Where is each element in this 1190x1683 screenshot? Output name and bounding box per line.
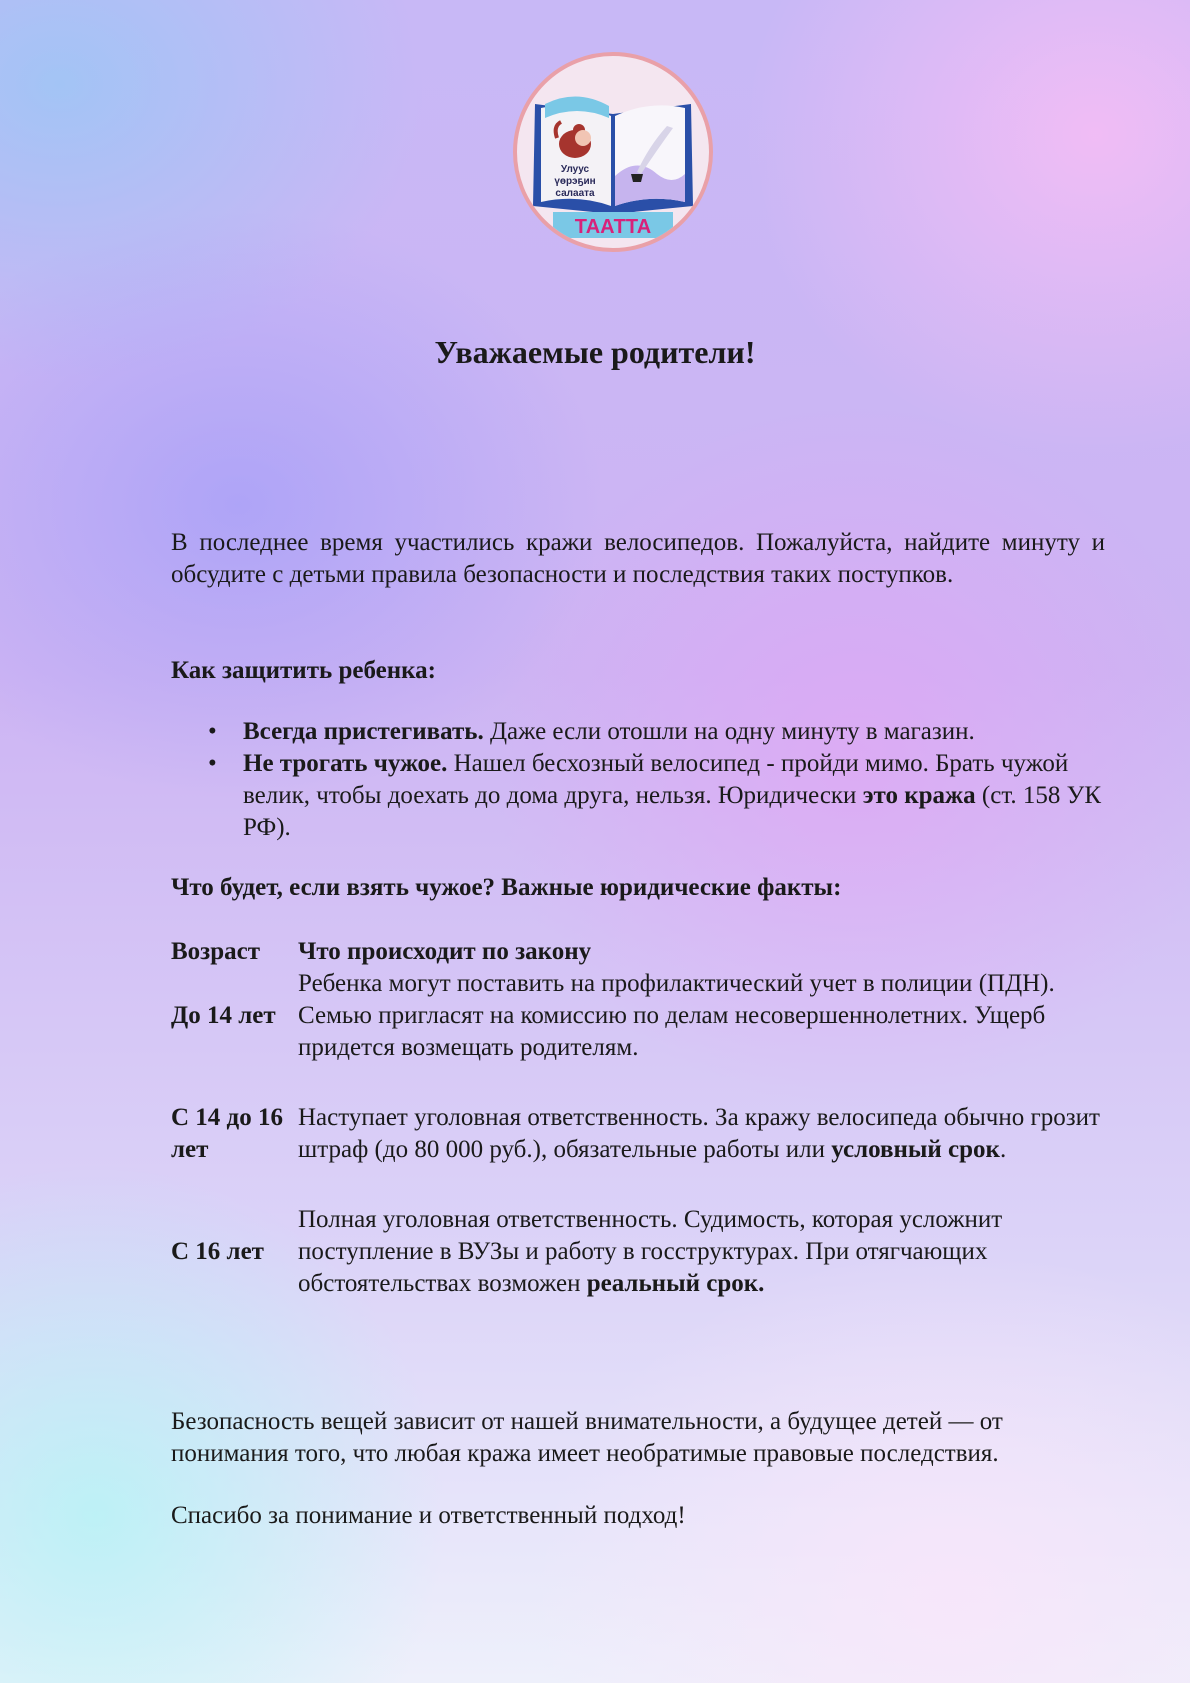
list-item (171, 748, 1105, 844)
row-age: С 16 лет (171, 1238, 264, 1265)
logo-text-line3: салаата (555, 188, 595, 199)
list-item (171, 716, 1105, 748)
legal-facts-table (171, 936, 1105, 1300)
header-law: Что происходит по закону (298, 938, 592, 965)
row-tail: . (999, 1136, 1007, 1163)
table-row (171, 1102, 1105, 1166)
row-text: Полная уголовная ответственность. Судимость, которая усложнит поступление в ВУЗы и работу в госструктурах. При отягчающих обстоятельствах возможен (298, 1206, 1003, 1297)
bullet-bold-inline: это кража (862, 782, 976, 809)
protect-list (171, 716, 1105, 844)
row-text: Ребенка могут поставить на профилактический учет в полиции (ПДН). Семью пригласят на комиссию по делам несовершеннолетних. Ущерб придется возмещать родителям. (298, 970, 1055, 1061)
protect-heading: Как защитить ребенка: (171, 657, 436, 684)
page-title: Уважаемые родители! (434, 334, 756, 370)
row-law (298, 1102, 1105, 1166)
logo-text-line1: Улуус (560, 164, 590, 175)
bullet-dot-icon: • (208, 718, 217, 745)
row-age: До 14 лет (171, 1002, 276, 1029)
row-bold: условный срок (831, 1136, 1000, 1163)
facts-heading: Что будет, если взять чужое? Важные юридические факты: (171, 874, 842, 901)
row-text: Наступает уголовная ответственность. За кражу велосипеда обычно грозит штраф (до 80 000 руб.), обязательные работы или (298, 1104, 1100, 1163)
table-row (171, 968, 1105, 1064)
bullet-text: Даже если отошли на одну минуту в магазин. (483, 718, 975, 745)
bullet-bold: Не трогать чужое. (243, 750, 448, 777)
table-row (171, 1204, 1105, 1300)
header-age: Возраст (171, 938, 261, 965)
row-law (298, 1204, 1105, 1300)
row-bold: реальный срок. (586, 1270, 765, 1297)
intro-text: В последнее время участились кражи велосипедов. Пожалуйста, найдите минуту и обсудите с детьми правила безопасности и последствия таких поступков. (171, 529, 1105, 588)
taatta-logo (513, 52, 713, 252)
closing-text: Безопасность вещей зависит от нашей внимательности, а будущее детей — от понимания того, что любая кража имеет необратимые правовые последствия. (171, 1408, 1003, 1467)
table-header (171, 936, 1105, 968)
bullet-dot-icon: • (208, 750, 217, 777)
logo-text-line2: үөрэҕин (554, 176, 596, 187)
logo-name: ТААТТА (574, 216, 652, 238)
intro-paragraph (171, 527, 1105, 591)
thanks-line: Спасибо за понимание и ответственный подход! (171, 1502, 686, 1529)
row-age: С 14 до 16 лет (171, 1104, 283, 1163)
row-law (298, 968, 1105, 1064)
closing-paragraph (171, 1406, 1105, 1470)
bullet-bold: Всегда пристегивать. (243, 718, 484, 745)
open-book-quill-icon (517, 56, 709, 248)
bullet-text: Нашел бесхозный велосипед - пройди мимо. Брать чужой велик, чтобы доехать до дома друга, нельзя. Юридически (243, 750, 1069, 809)
bullet-text-tail: (ст. 158 УК РФ). (243, 782, 1101, 841)
